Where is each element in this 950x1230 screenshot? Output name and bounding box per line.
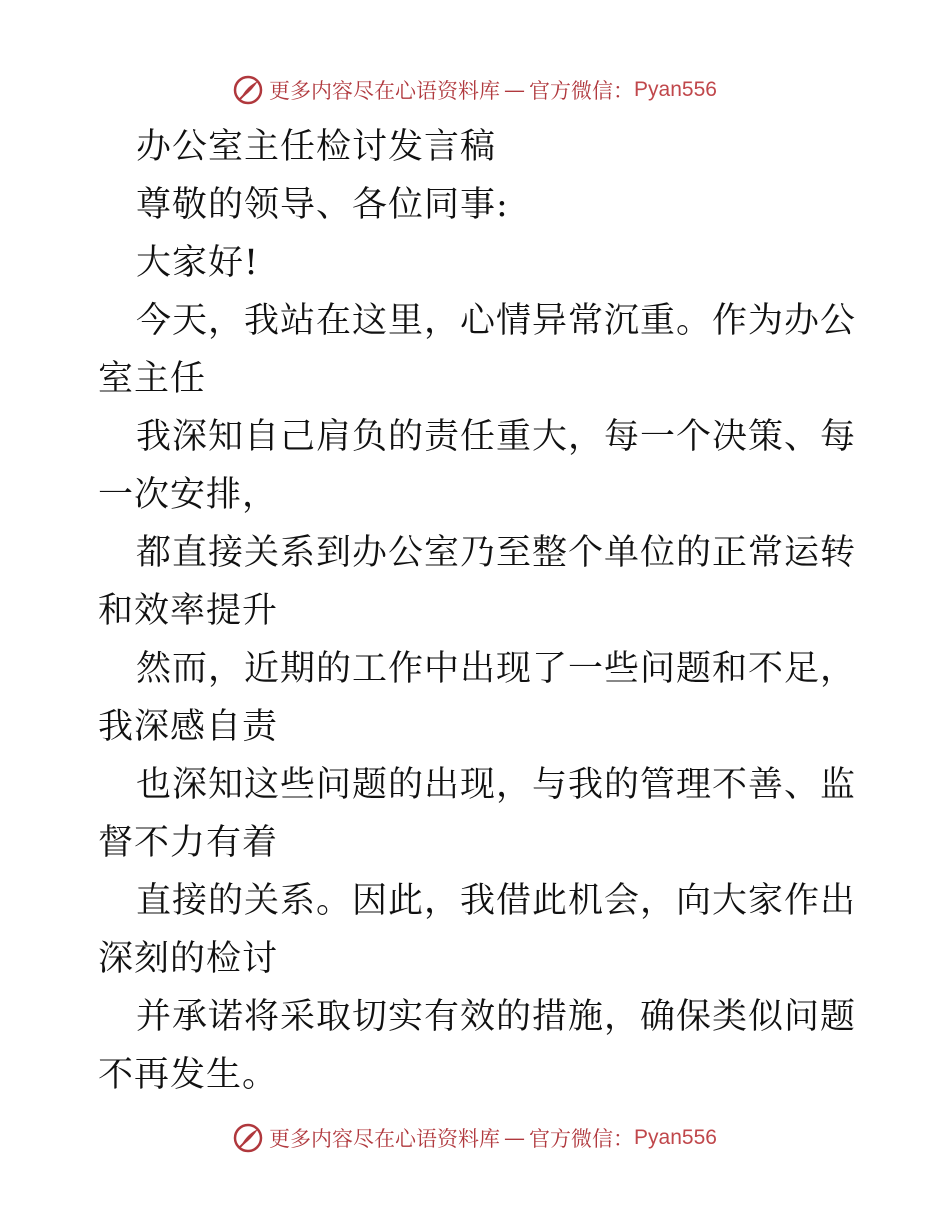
wechat-label: 官方微信：: [529, 1127, 635, 1151]
paragraph: 都直接关系到办公室乃至整个单位的正常运转和效率提升: [98, 533, 857, 631]
footer-watermark: [0, 1118, 950, 1158]
paragraph: 然而，近期的工作中出现了一些问题和不足，我深感自责: [98, 649, 857, 747]
watermark-dash: —: [504, 78, 526, 102]
header-watermark: [0, 70, 950, 110]
feather-pen-logo-icon: [233, 75, 263, 105]
wechat-id: Pyan556: [634, 1126, 717, 1149]
paragraph: 也深知这些问题的出现，与我的管理不善、监督不力有着: [98, 765, 857, 863]
wechat-id: Pyan556: [634, 78, 717, 101]
watermark-dash: —: [504, 1126, 526, 1150]
salutation: 尊敬的领导、各位同事:: [136, 185, 509, 225]
wechat-label: 官方微信：: [529, 79, 635, 103]
document-body: [98, 118, 858, 1104]
paragraph: 并承诺将采取切实有效的措施，确保类似问题不再发生。: [98, 997, 857, 1095]
paragraph: 我深知自己肩负的责任重大，每一个决策、每一次安排，: [98, 417, 857, 515]
document-title: 办公室主任检讨发言稿: [136, 127, 497, 167]
greeting: 大家好!: [136, 243, 260, 283]
watermark-text: 更多内容尽在心语资料库: [269, 1127, 501, 1151]
feather-pen-logo-icon: [233, 1123, 263, 1153]
paragraph: 直接的关系。因此，我借此机会，向大家作出深刻的检讨: [98, 881, 857, 979]
watermark-text: 更多内容尽在心语资料库: [269, 79, 501, 103]
paragraph: 今天，我站在这里，心情异常沉重。作为办公室主任: [98, 301, 857, 399]
